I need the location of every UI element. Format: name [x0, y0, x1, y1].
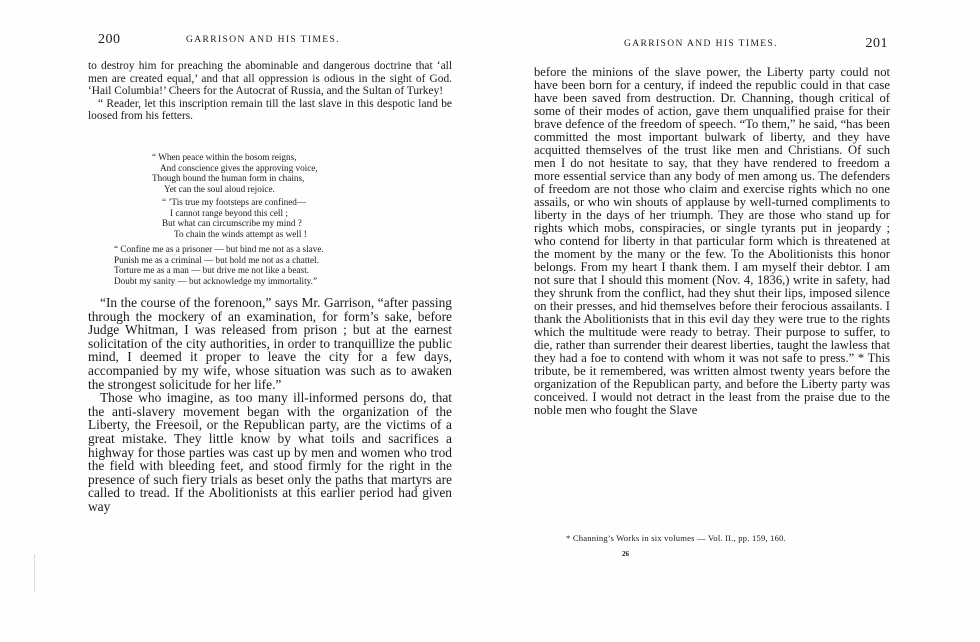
footnote: * Channing’s Works in six volumes — Vol. II., pp. 159, 160.	[566, 533, 786, 543]
signature-mark: 26	[622, 550, 629, 558]
right-page	[534, 0, 890, 642]
verse-line: I cannot range beyond this cell ;	[170, 207, 288, 218]
imagine-paragraph: Those who imagine, as too many ill-informed persons do, that the anti-slavery movement began with the organization of the Liberty, the Freesoil, or the Republican party, are the victims of a great mistake. They little know by what toils and sacrifices a highway for those parties was cast up by men and women who trod the field with bleeding feet, and stood firmly for the right in the presence of such fiery trials as beset only the paths that martyrs are called to tread. If the Abolitionists at this earlier period had given way	[88, 390, 452, 514]
left-head-title: GARRISON AND HIS TIMES.	[186, 35, 340, 45]
forenoon-paragraph: “In the course of the forenoon,” says Mr. Garrison, “after passing through the mockery of an examination, for form’s sake, before Judge Whitman, I was released from prison ; but at the earnest solicitation of the city authorities, in order to tranquillize the public mind, I deemed it proper to leave the city for a few days, accompanied by my wife, whose situation was such as to awaken the strongest solicitude for her life.”	[88, 295, 452, 392]
right-page-number: 201	[865, 36, 888, 51]
verse-line: And conscience gives the approving voice,	[160, 162, 318, 173]
verse-line: “ ’Tis true my footsteps are confined—	[162, 197, 307, 207]
left-page	[88, 0, 452, 642]
verse-line: To chain the winds attempt as well !	[174, 228, 307, 239]
verse-stanza-3	[114, 244, 324, 286]
scan-margin-mark	[34, 555, 36, 591]
right-head-title: GARRISON AND HIS TIMES.	[624, 39, 778, 49]
verse-line: Though bound the human form in chains,	[152, 173, 305, 184]
right-main-block	[534, 66, 890, 417]
verse-stanza-2	[162, 197, 307, 239]
left-opening-block	[88, 60, 452, 123]
left-running-head	[88, 32, 452, 48]
verse-line: Yet can the soul aloud rejoice.	[164, 183, 275, 194]
verse-line: “ When peace within the bosom reigns,	[152, 152, 297, 162]
channing-paragraph: before the minions of the slave power, the Liberty party could not have been born for a century, if indeed the republic could in that case have been saved from destruction. Dr. Channing, though critical of some of their modes of action, gave them unqualified praise for their brave defence of the freedom of speech. “To them,” he said, “has been committed the most important bulwark of liberty, and they have acquitted themselves of the trust like men and Christians. Of such men I do not hesitate to say, that they have rendered to freedom a more essential service than any body of men among us. The defenders of freedom are not those who claim and exercise rights which no one assails, or who win shouts of applause by well-turned compliments to liberty in the days of her triumph. They are those who stand up for rights which mobs, conspiracies, or single tyrants put in jeopardy ; who contend for liberty in that particular form which is threatened at the moment by the many or the few. To the Abolitionists this honor belongs. From my heart I thank them. I am myself their debtor. I am not sure that I should this moment (Nov. 4, 1836,) write in safety, had they shrunk from the conflict, had they shut their lips, imposed silence on their presses, and hid themselves before their ferocious assailants. I thank the Abolitionists that in this evil day they were true to the rights which the multitude were ready to betray. Their purpose to suffer, to die, rather than surrender their dearest liberties, taught the lawless that they had a foe to contend with whom it was not safe to press.” * This tribute, be it remembered, was written almost twenty years before the organization of the Republican party, and before the Liberty party was conceived. I would not detract in the least from the praise due to the noble men who fought the Slave	[534, 65, 890, 417]
opening-paragraph: to destroy him for preaching the abominable and dangerous doctrine that ‘all men are created equal,’ and that all oppression is odious in the sight of God. ‘Hail Columbia!’ Cheers for the Autocrat of Russia, and the Sultan of Turkey!	[88, 60, 452, 98]
verse-line: Doubt my sanity — but acknowledge my immortality.”	[114, 275, 318, 286]
left-main-block	[88, 296, 452, 514]
verse-line: “ Confine me as a prisoner — but bind me not as a slave.	[114, 244, 324, 254]
right-running-head	[534, 36, 890, 52]
left-page-number: 200	[98, 32, 121, 47]
verse-line: Punish me as a criminal — but hold me not as a chattel.	[114, 254, 319, 265]
verse-line: But what can circumscribe my mind ?	[162, 218, 302, 229]
verse-line: Torture me as a man — but drive me not like a beast.	[114, 265, 310, 276]
reader-paragraph: “ Reader, let this inscription remain till the last slave in this despotic land be loosed from his fetters.	[88, 97, 452, 123]
verse-stanza-1	[152, 152, 318, 194]
